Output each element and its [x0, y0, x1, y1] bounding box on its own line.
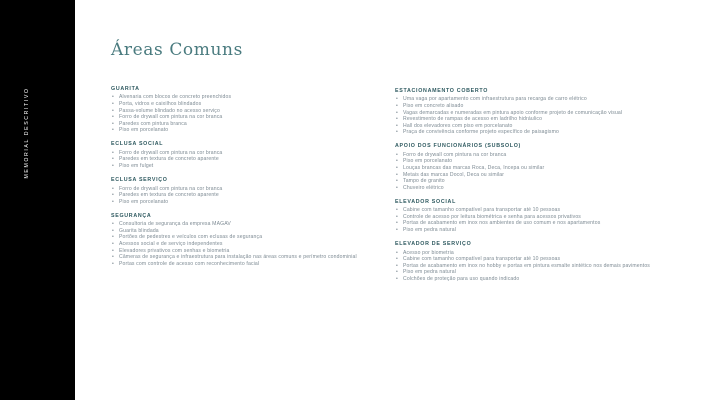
- list-item: • Acessos social e de serviço independentes: [111, 241, 376, 248]
- sidebar-label: MEMORIAL DESCRITIVO: [24, 87, 30, 179]
- list-item: • Uma vaga por apartamento com infraestrutura para recarga de carro elétrico: [395, 96, 695, 103]
- right-column: [395, 88, 695, 290]
- left-column: [111, 86, 376, 275]
- sidebar: [0, 0, 75, 400]
- section-elevador-de-servico: [395, 241, 695, 282]
- list-item: • Portas de acabamento em inox nos ambientes de uso comum e nos apartamentos: [395, 220, 695, 227]
- list-item: • Piso em porcelanato: [395, 158, 695, 165]
- list-item: • Piso em porcelanato: [111, 127, 376, 134]
- list-item: • Piso em pedra natural: [395, 227, 695, 234]
- list-item: • Louças brancas das marcas Roca, Deca, Incepa ou similar: [395, 165, 695, 172]
- section-elevador-social: [395, 199, 695, 234]
- list-item: • Porta, vidros e caixilhos blindados: [111, 101, 376, 108]
- list-item: • Passa-volume blindado no acesso serviço: [111, 108, 376, 115]
- list-item: • Chuveiro elétrico: [395, 185, 695, 192]
- list-item: • Hall dos elevadores com piso em porcelanato: [395, 123, 695, 130]
- list-item: • Metais das marcas Docol, Deca ou similar: [395, 172, 695, 179]
- list-item: • Paredes em textura de concreto aparente: [111, 192, 376, 199]
- item-list: [111, 150, 376, 170]
- item-list: [111, 94, 376, 134]
- section-title: SEGURANÇA: [111, 212, 152, 219]
- list-item: • Cabine com tamanho compatível para transportar até 10 pessoas: [395, 256, 695, 263]
- list-item: • Alvenaria com blocos de concreto preenchidos: [111, 94, 376, 101]
- list-item: • Praça de convivência conforme projeto específico de paisagismo: [395, 129, 695, 136]
- list-item: • Forro de drywall com pintura na cor branca: [111, 114, 376, 121]
- list-item: • Revestimento de rampas de acesso em ladrilho hidráulico: [395, 116, 695, 123]
- section-title: ESTACIONAMENTO COBERTO: [395, 88, 489, 94]
- section-eclusa-social: [111, 141, 376, 169]
- item-list: [111, 221, 376, 267]
- item-list: [395, 207, 695, 233]
- list-item: • Forro de drywall com pintura na cor branca: [395, 152, 695, 159]
- section-title: GUARITA: [111, 86, 140, 92]
- list-item: • Piso em porcelanato: [111, 199, 376, 206]
- list-item: • Colchões de proteção para uso quando indicado: [395, 276, 695, 283]
- list-item: • Acesso por biometria: [395, 250, 695, 257]
- list-item: • Portões de pedestres e veículos com eclusas de segurança: [111, 234, 376, 241]
- item-list: [395, 152, 695, 192]
- section-seguranca: [111, 213, 376, 268]
- list-item: • Forro de drywall com pintura na cor branca: [111, 150, 376, 157]
- list-item: • Piso em concreto alisado: [395, 103, 695, 110]
- list-item: • Consultoria de segurança da empresa MAGAV: [111, 221, 376, 228]
- section-title: ELEVADOR SOCIAL: [395, 198, 457, 205]
- list-item: • Elevadores privativos com senhas e biometria: [111, 248, 376, 255]
- page-title: Áreas Comuns: [111, 40, 243, 60]
- list-item: • Portas com controle de acesso com reconhecimento facial: [111, 261, 376, 268]
- section-title: ELEVADOR DE SERVIÇO: [395, 241, 472, 248]
- section-title: APOIO DOS FUNCIONÁRIOS (SUBSOLO): [395, 143, 521, 150]
- list-item: • Piso em fulget: [111, 163, 376, 170]
- section-title: ECLUSA SOCIAL: [111, 141, 164, 148]
- list-item: • Guarita blindada: [111, 228, 376, 235]
- section-eclusa-servico: [111, 177, 376, 205]
- list-item: • Forro de drywall com pintura na cor branca: [111, 186, 376, 193]
- section-estacionamento-coberto: [395, 88, 695, 136]
- item-list: [111, 186, 376, 206]
- list-item: • Tampo de granito: [395, 178, 695, 185]
- item-list: [395, 250, 695, 283]
- list-item: • Paredes em textura de concreto aparente: [111, 156, 376, 163]
- list-item: • Câmeras de segurança e infraestrutura para instalação nas áreas comuns e perímetro condominial: [111, 254, 376, 261]
- list-item: • Piso em pedra natural: [395, 269, 695, 276]
- section-title: ECLUSA SERVIÇO: [111, 177, 168, 184]
- item-list: [395, 96, 695, 136]
- list-item: • Controle de acesso por leitura biométrica e senha para acessos privativos: [395, 214, 695, 221]
- list-item: • Cabine com tamanho compatível para transportar até 10 pessoas: [395, 207, 695, 214]
- section-apoio-dos-funcionarios-subsolo: [395, 143, 695, 191]
- list-item: • Paredes com pintura branca: [111, 121, 376, 128]
- list-item: • Portas de acabamento em inox no hobby e portas em pintura esmalte sintético nos demais pavimentos: [395, 263, 695, 270]
- list-item: • Vagas demarcadas e numeradas em pintura apoio conforme projeto de comunicação visual: [395, 110, 695, 117]
- section-guarita: [111, 86, 376, 134]
